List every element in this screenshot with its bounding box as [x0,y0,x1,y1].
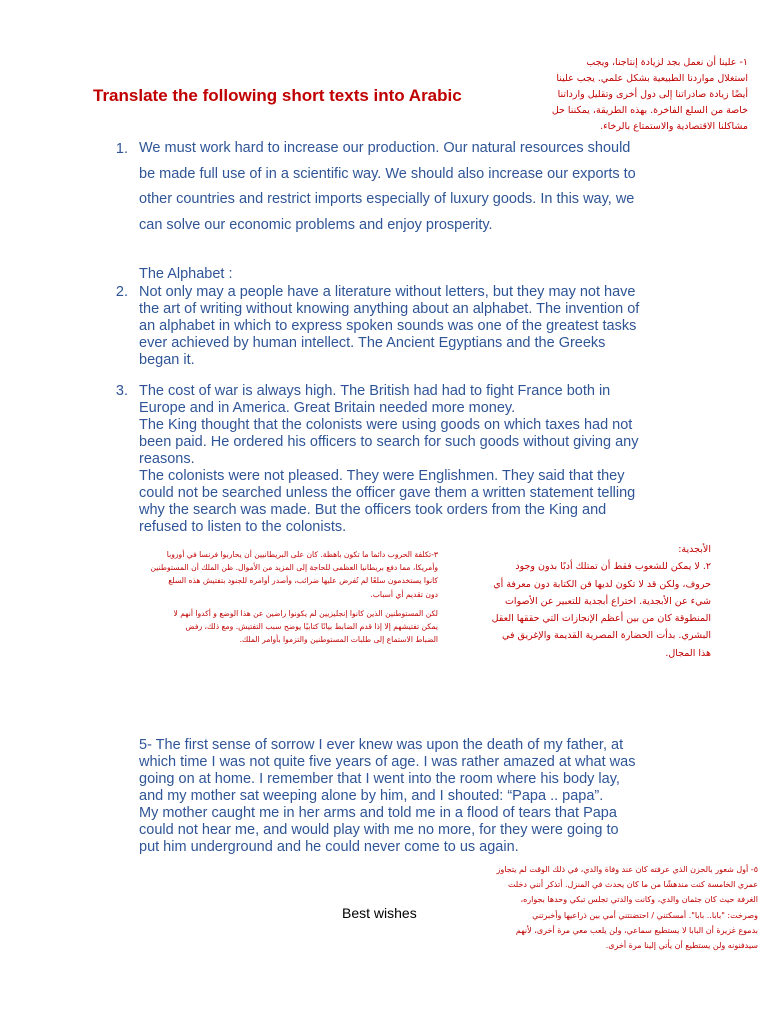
text-line: could not be searched unless the officer gave them a written statement telling [139,485,636,501]
arabic-line: أيضًا زيادة صادراتنا إلى دول أخرى وتقليل وارداتنا [557,89,748,100]
arabic-line: وصرخت: "بابا.. بابا". أمسكتني / احتضنتني أمي بين ذراعيها وأخبرتني [532,910,758,920]
item-5-text [139,737,659,856]
text-line: began it. [139,352,195,368]
page-title: Translate the following short texts into Arabic [93,86,462,105]
arabic-translation-2 [455,541,711,662]
arabic-line: ٣-تكلفة الحروب دائما ما تكون باهظة. كان على البريطانيين أن يحاربوا فرنسا في أوروبا [166,550,438,559]
item-1-text [139,136,679,238]
text-line: Not only may a people have a literature without letters, but they may not have [139,284,636,300]
arabic-line: الغرفة حيث كان جثمان والدي، وكانت والدتي تجلس تبكي وحدها بجواره، [520,895,758,905]
item-1-number: 1. [115,141,128,157]
closing-text: Best wishes [342,905,417,921]
text-line: going on at home. I remember that I went into the room where his body lay, [139,771,620,787]
text-line: been paid. He ordered his officers to search for such goods without giving any [139,434,639,450]
arabic-line: بدموع غزيرة أن البابا لا يستطيع سماعي، ولن يلعب معي مرة أخرى، لأنهم [515,925,758,935]
text-line: could not hear me, and would play with me no more, for they were going to [139,822,619,838]
arabic-line: دون تقديم أي أسباب. [370,589,438,599]
text-line: My mother caught me in her arms and told me in a flood of tears that Papa [139,805,617,821]
text-line: reasons. [139,451,195,467]
text-line: can solve our economic problems and enjoy prosperity. [139,216,493,233]
text-line: 5- The first sense of sorrow I ever knew was upon the death of my father, at [139,737,624,753]
arabic-translation-1 [470,55,748,135]
text-line: Europe and in America. Great Britain needed more money. [139,400,516,416]
arabic-line: سيدفنونه ولن يستطيع أن يأتي إلينا مرة أخرى. [605,941,758,951]
text-line: the art of writing without knowing anything about an alphabet. The invention of [139,301,640,317]
text-line: The colonists were not pleased. They were Englishmen. They said that they [139,468,625,484]
arabic-line: يمكن تفتيشهم إلا إذا قدم الضابط بيانًا كتابيًا يوضح سبب التفتيش. ومع ذلك، رفض [185,622,438,632]
text-line: ever achieved by human intellect. The Ancient Egyptians and the Greeks [139,335,606,351]
item-3-text [139,383,659,536]
arabic-line: ٥- أول شعور بالحزن الذي عرفته كان عند وفاة والدي، في ذلك الوقت لم يتجاوز [496,865,758,874]
text-line: refused to listen to the colonists. [139,519,347,535]
arabic-line: ٢. لا يمكن للشعوب فقط أن تمتلك أدبًا بدون وجود [515,561,711,573]
text-line: The cost of war is always high. The British had had to fight France both in [139,383,611,399]
arabic-line: استغلال مواردنا الطبيعية بشكل علمي. يجب علينا [556,73,748,84]
text-line: other countries and restrict imports especially of luxury goods. In this way, we [139,191,635,207]
arabic-line: عمري الخامسة كنت مندهشًا من ما كان يحدث في المنزل. أتذكر أنني دخلت [507,880,758,890]
text-line: be made full use of in a scientific way. We should also increase our exports to [139,165,636,182]
item-2-text [139,284,659,369]
text-line: why the search was made. But the officers took orders from the King and [139,502,607,518]
text-line: put him underground and he could never come to us again. [139,839,519,855]
item-3-number: 3. [115,383,128,399]
arabic-line: لكن المستوطنين الذين كانوا إنجليزيين لم يكونوا راضين عن هذا الوضع و أكدوا أنهم لا [173,608,438,618]
text-line: and my mother sat weeping alone by him, and I shouted: “Papa .. papa”. [139,788,604,804]
arabic-line: هذا المجال. [665,647,711,659]
item-2-number: 2. [115,284,128,300]
arabic-line: شيء عن الأبجدية. اختراع أبجدية للتعبير عن الأصوات [504,595,711,607]
arabic-line: وأمريكا، مما دفع بريطانيا العظمى للحاجة إلى المزيد من الأموال. ظن الملك أن المستوطنين [150,563,438,573]
arabic-line: الأبجدية: [678,544,711,555]
arabic-translation-3 [86,548,438,646]
text-line: We must work hard to increase our production. Our natural resources should [139,140,631,156]
text-line: an alphabet in which to express spoken sounds was one of the greatest tasks [139,318,637,334]
arabic-line: حروف، ولكن قد لا تكون لديها فن الكتابة دون معرفة أي [493,578,711,590]
arabic-line: الضباط الاستماع إلى طلبات المستوطنين والتزموا بأوامر الملك. [239,635,438,645]
arabic-line: المنطوقة كان من بين أعظم الإنجازات التي حققها العقل [491,613,711,625]
arabic-translation-5 [418,862,758,953]
text-line: which time I was not quite five years of age. I was rather amazed at what was [139,754,636,770]
arabic-line: مشاكلنا الاقتصادية والاستمتاع بالرخاء. [600,121,748,132]
arabic-line: خاصة من السلع الفاخرة. بهذه الطريقة، يمكننا حل [551,105,748,116]
arabic-line: كانوا يستخدمون سلعًا لم تُفرض عليها ضرائب، وأصدر أوامره للجنود بتفتيش هذه السلع [168,576,438,586]
arabic-line: البشري. بدأت الحضارة المصرية القديمة والإغريق في [502,630,711,642]
text-line: The King thought that the colonists were using goods on which taxes had not [139,417,633,433]
arabic-line: ١- علينا أن نعمل بجد لزيادة إنتاجنا، ويجب [586,57,748,68]
alphabet-heading: The Alphabet : [139,266,233,282]
